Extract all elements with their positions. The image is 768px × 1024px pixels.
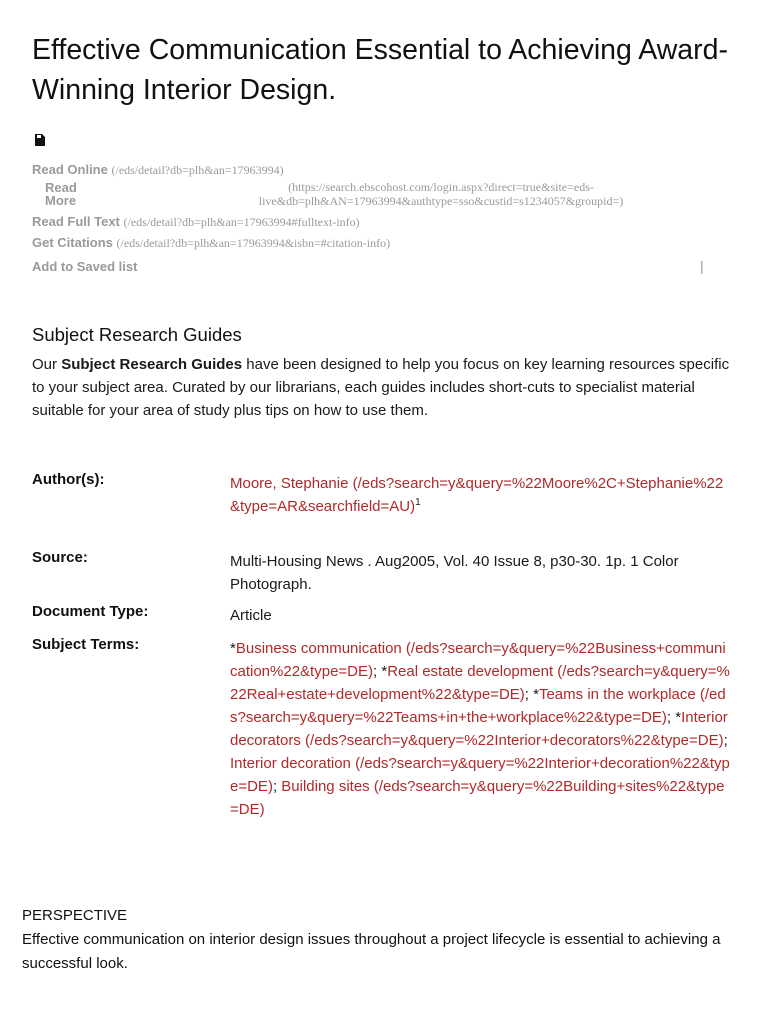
subject-term-link[interactable]: Business communication (/eds?search=y&query=%22Business+communication%22&type=DE)	[230, 640, 726, 680]
read-full-text-row	[32, 214, 360, 230]
read-online-url: (/eds/detail?db=plh&an=17963994)	[111, 163, 284, 177]
subject-term-link[interactable]: Interior decorators (/eds?search=y&query=%22Interior+decorators%22&type=DE)	[230, 709, 728, 749]
read-more-link[interactable]	[45, 181, 77, 207]
subject-separator: ;	[272, 778, 282, 795]
read-full-text-url: (/eds/detail?db=plh&an=17963994#fulltext-info)	[123, 215, 360, 229]
get-citations-row	[32, 235, 390, 251]
get-citations-link[interactable]: Get Citations	[32, 235, 113, 250]
read-full-text-link[interactable]: Read Full Text	[32, 214, 120, 229]
intro-bold: Subject Research Guides	[61, 356, 243, 373]
article-title: Effective Communication Essential to Achieving Award-Winning Interior Design.	[32, 34, 728, 106]
subject-separator: ;	[524, 686, 534, 703]
source-label: Source:	[32, 549, 88, 566]
author-affiliation-sup: 1	[415, 497, 421, 508]
doctype-label: Document Type:	[32, 603, 149, 620]
subject-prefix: *	[381, 663, 388, 680]
subjects-label: Subject Terms:	[32, 636, 140, 653]
author-value	[230, 472, 730, 518]
perspective-label: PERSPECTIVE	[22, 907, 128, 924]
subject-prefix: *	[675, 709, 682, 726]
subject-prefix: *	[230, 640, 236, 657]
subject-term-link[interactable]: Building sites (/eds?search=y&query=%22Building+sites%22&type=DE)	[230, 778, 725, 818]
get-citations-url: (/eds/detail?db=plh&an=17963994&isbn=#citation-info)	[116, 236, 391, 250]
source-value: Multi-Housing News . Aug2005, Vol. 40 Issue 8, p30-30. 1p. 1 Color Photograph.	[230, 553, 679, 593]
read-online-link[interactable]: Read Online	[32, 162, 108, 177]
intro-rest: have been designed to help you focus on key learning resources specific to your subject area. Curated by our librarians, each guides includes short-cuts to specialist material suitable for your area of study plus tips on how to use them.	[32, 356, 730, 419]
add-saved-row	[32, 259, 137, 274]
guides-heading: Subject Research Guides	[32, 324, 242, 345]
subject-separator: ;	[373, 663, 382, 680]
subject-separator: ;	[723, 732, 728, 749]
save-disk-icon[interactable]	[35, 134, 45, 146]
read-more-url: (https://search.ebscohost.com/login.aspx?direct=true&site=eds-live&db=plh&AN=17963994&authtype=sso&custid=s1234057&groupid=)	[258, 180, 624, 208]
subject-term-link[interactable]: Interior decoration (/eds?search=y&query=%22Interior+decoration%22&type=DE)	[230, 755, 730, 795]
subjects-value	[230, 637, 730, 821]
read-more-label-line1: Read	[45, 180, 77, 195]
perspective-text: Effective communication on interior design issues throughout a project lifecycle is essential to achieving a successful look.	[22, 931, 721, 972]
author-label: Author(s):	[32, 471, 105, 488]
subject-term-link[interactable]: Teams in the workplace (/eds?search=y&query=%22Teams+in+the+workplace%22&type=DE)	[230, 686, 726, 726]
guides-intro	[32, 353, 732, 422]
subject-separator: ;	[666, 709, 676, 726]
author-link[interactable]: Moore, Stephanie (/eds?search=y&query=%22Moore%2C+Stephanie%22&type=AR&searchfield=AU)	[230, 475, 724, 515]
intro-prefix: Our	[32, 356, 62, 373]
read-online-row	[32, 162, 284, 178]
doctype-value: Article	[230, 607, 272, 624]
action-divider: |	[700, 258, 704, 274]
read-more-label-line2: More	[45, 193, 77, 208]
subject-term-link[interactable]: Real estate development (/eds?search=y&query=%22Real+estate+development%22&type=DE)	[230, 663, 730, 703]
subject-prefix: *	[533, 686, 539, 703]
add-to-saved-list-link[interactable]: Add to Saved list	[32, 259, 138, 274]
